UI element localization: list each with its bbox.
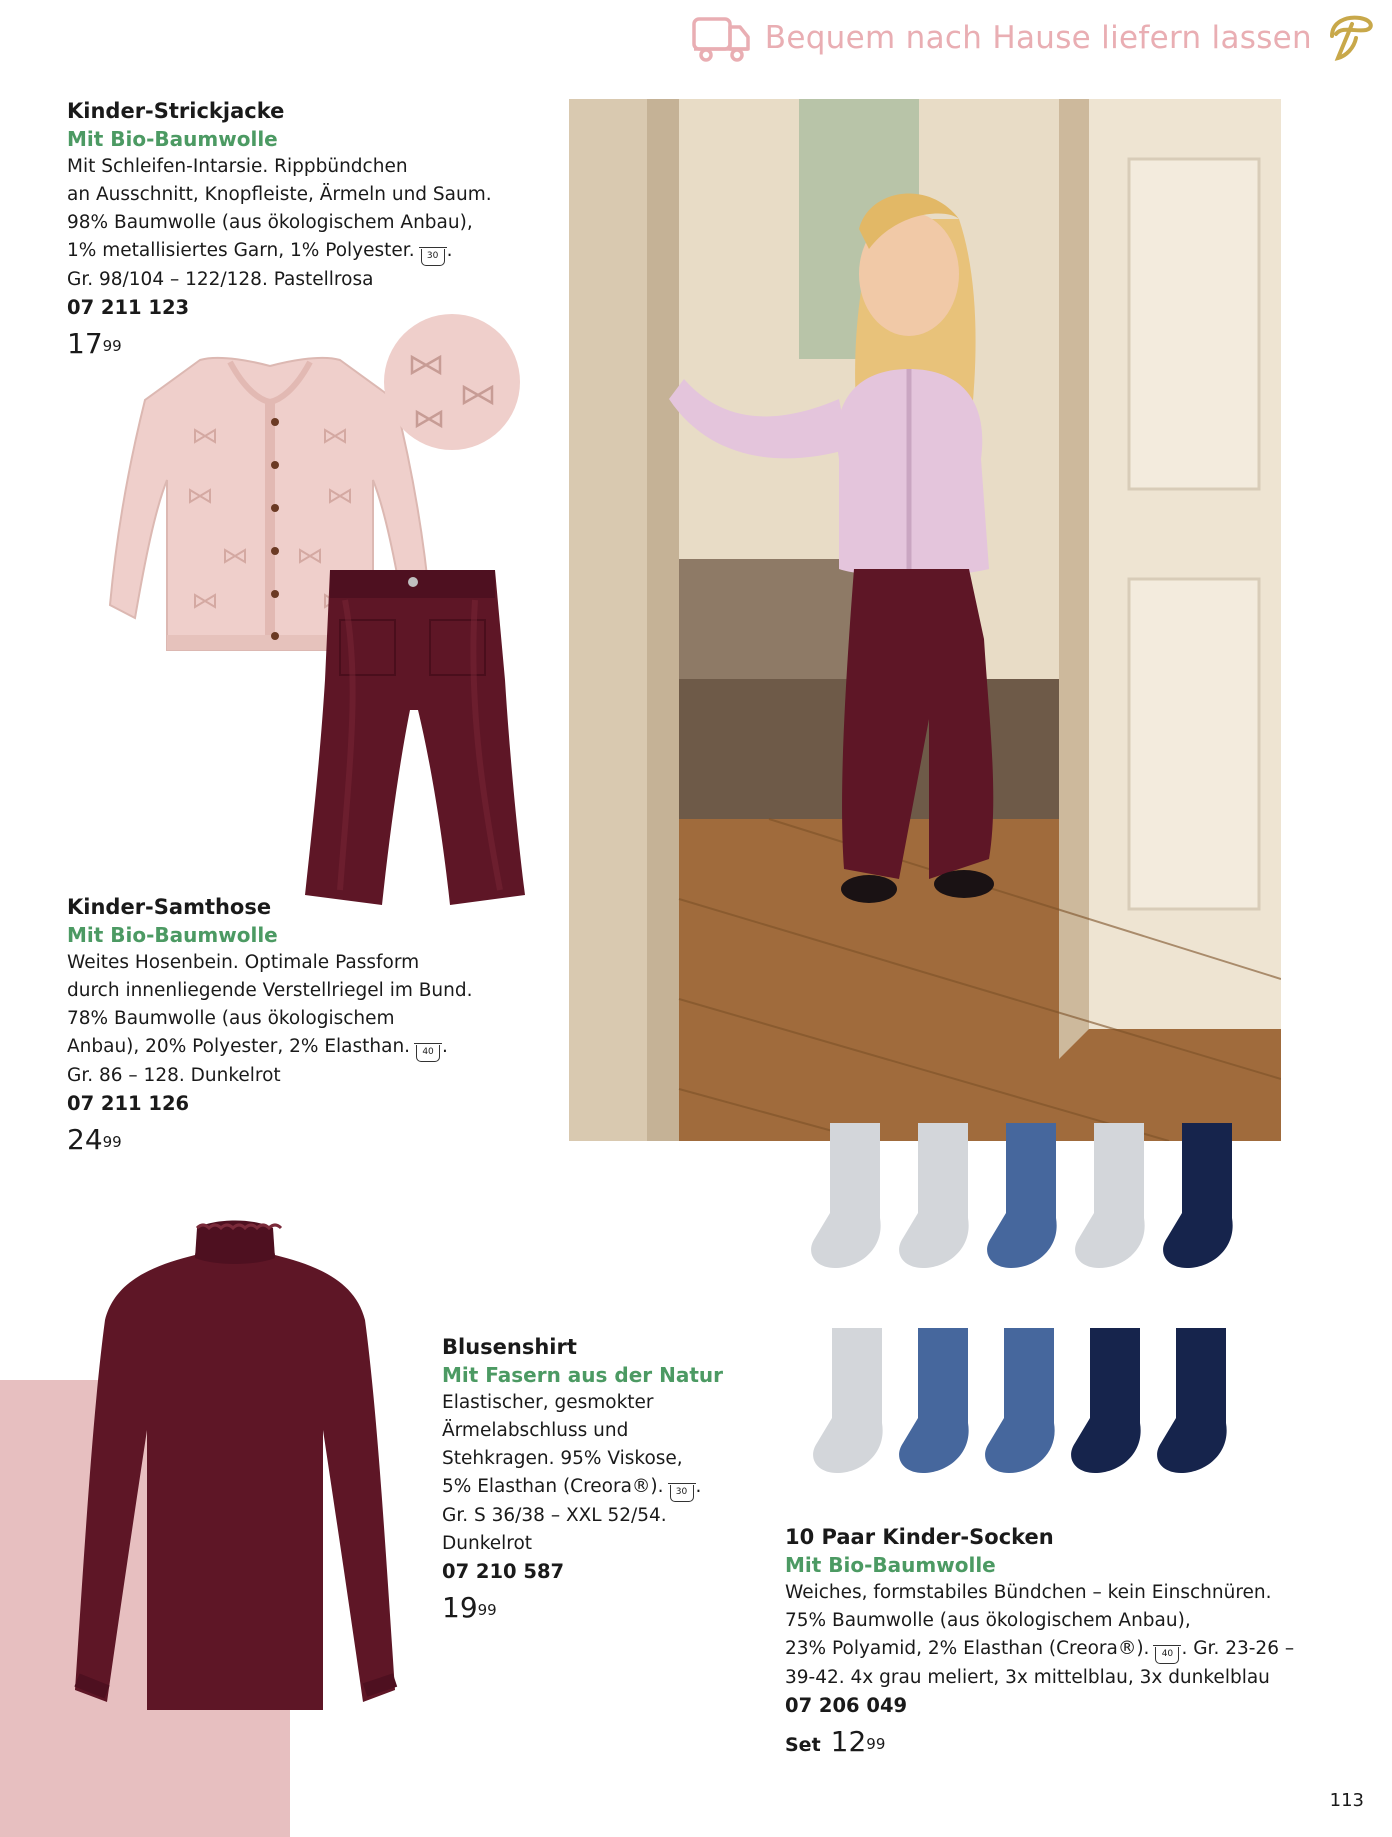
description-line: 78% Baumwolle (aus ökologischem [67, 1008, 395, 1029]
description-line: durch innenliegende Verstellriegel im Bund. [67, 980, 473, 1001]
description-line: Anbau), 20% Polyester, 2% Elasthan. 40 . [67, 1033, 473, 1062]
header [691, 8, 1378, 68]
description-line: Stehkragen. 95% Viskose, [442, 1448, 683, 1469]
product-tag: Mit Bio-Baumwolle [67, 127, 278, 151]
wash-icon: 40 [1155, 1647, 1179, 1664]
sock-row-top [811, 1123, 1233, 1268]
description-line: 75% Baumwolle (aus ökologischem Anbau), [785, 1610, 1191, 1631]
cardigan-detail-image [382, 312, 522, 452]
description-line: Weites Hosenbein. Optimale Passform [67, 952, 420, 973]
sock-row-bottom [813, 1328, 1227, 1473]
product-socks [785, 1523, 1294, 1763]
girl-in-doorway-illustration [569, 99, 1281, 1141]
socks-image [800, 1118, 1240, 1498]
product-name: Kinder-Strickjacke [67, 99, 285, 123]
description-line: 39-42. 4x grau meliert, 3x mittelblau, 3x dunkelblau [785, 1667, 1270, 1688]
price: Set $12^{99}$ [785, 1725, 886, 1758]
article-number: 07 211 123 [67, 296, 190, 319]
product-name: 10 Paar Kinder-Socken [785, 1525, 1054, 1549]
description-line: Elastischer, gesmokter [442, 1392, 654, 1413]
description-line: 23% Polyamid, 2% Elasthan (Creora®). 40 . Gr. 23-26 – [785, 1635, 1294, 1664]
description-line: 1% metallisiertes Garn, 1% Polyester. 30 . [67, 237, 492, 266]
description-line: Gr. 86 – 128. Dunkelrot [67, 1065, 281, 1086]
description-line: Gr. S 36/38 – XXL 52/54. [442, 1505, 667, 1526]
product-blouse-shirt [442, 1333, 723, 1626]
product-tag: Mit Bio-Baumwolle [67, 923, 278, 947]
wash-icon: 40 [416, 1045, 440, 1062]
product-name: Blusenshirt [442, 1335, 577, 1359]
description-line: Gr. 98/104 – 122/128. Pastellrosa [67, 269, 374, 290]
product-tag: Mit Bio-Baumwolle [785, 1553, 996, 1577]
product-name: Kinder-Samthose [67, 895, 272, 919]
price: $19^{99}$ [442, 1591, 497, 1624]
description-line: 5% Elasthan (Creora®). 30 . [442, 1473, 723, 1502]
delivery-headline: Bequem nach Hause liefern lassen [764, 20, 1312, 56]
lifestyle-photo [569, 99, 1281, 1141]
description-line: an Ausschnitt, Knopfleiste, Ärmeln und Saum. [67, 184, 492, 205]
article-number: 07 206 049 [785, 1694, 908, 1717]
description-line: Dunkelrot [442, 1533, 533, 1554]
product-trousers [67, 893, 473, 1158]
wash-icon: 30 [421, 249, 445, 266]
description-line: Ärmelabschluss und [442, 1420, 629, 1441]
price: $17^{99}$ [67, 327, 122, 360]
article-number: 07 211 126 [67, 1092, 190, 1115]
blouse-shirt-image [65, 1210, 405, 1730]
article-number: 07 210 587 [442, 1560, 565, 1583]
description-line: 98% Baumwolle (aus ökologischem Anbau), [67, 212, 473, 233]
truck-icon [691, 13, 751, 63]
product-tag: Mit Fasern aus der Natur [442, 1363, 724, 1387]
description-line: Weiches, formstabiles Bündchen – kein Einschnüren. [785, 1582, 1272, 1603]
wash-icon: 30 [670, 1485, 694, 1502]
tchibo-logo [1326, 12, 1378, 64]
description-line: Mit Schleifen-Intarsie. Rippbündchen [67, 156, 408, 177]
trousers-image [300, 560, 530, 910]
page-number: 113 [1329, 1790, 1364, 1811]
price: $24^{99}$ [67, 1123, 122, 1156]
